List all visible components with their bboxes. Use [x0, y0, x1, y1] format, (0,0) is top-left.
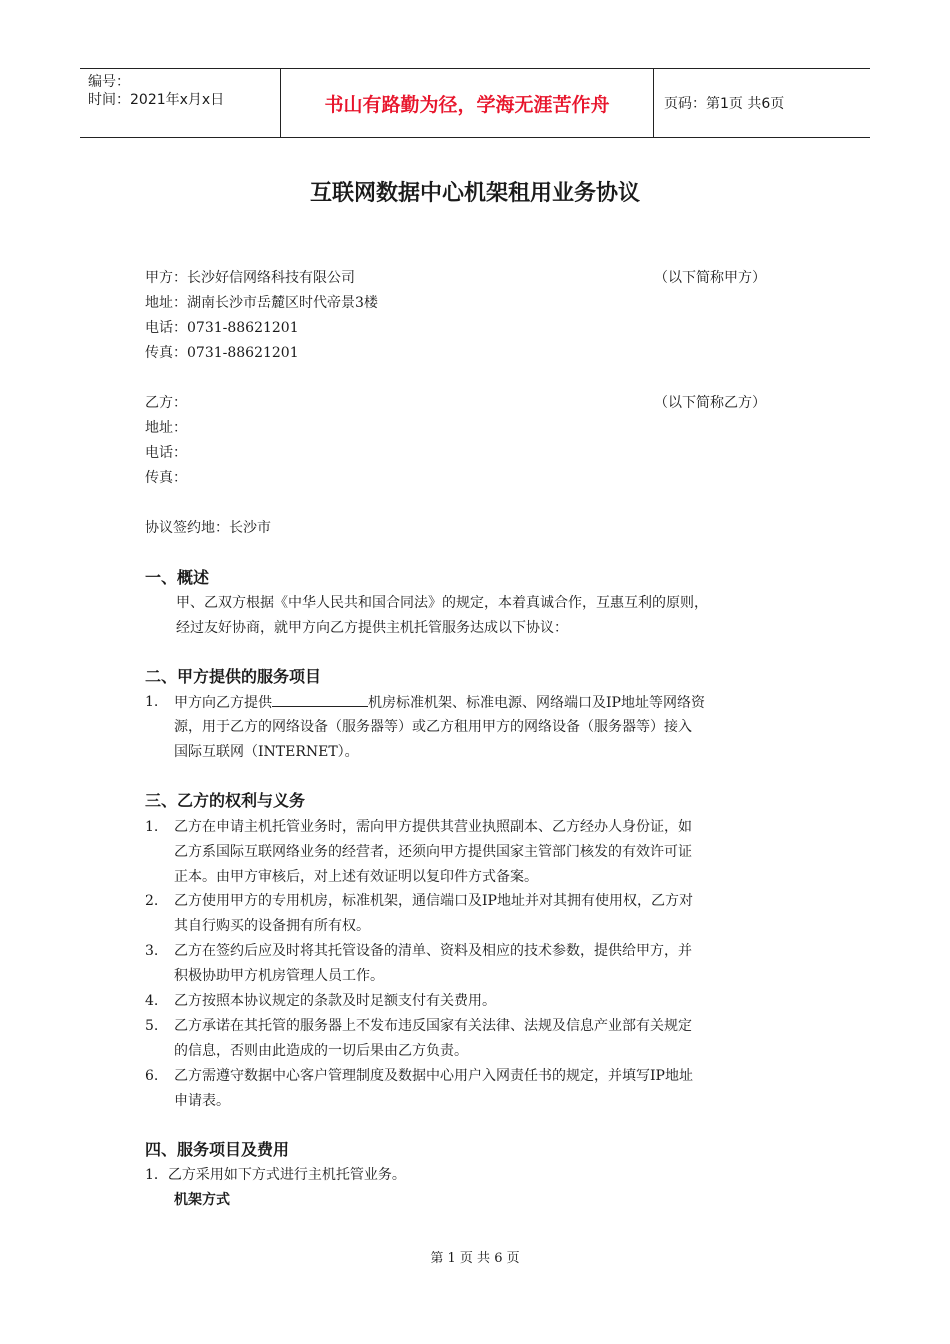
section-3-item-line: 乙方按照本协议规定的条款及时足额支付有关费用。 [174, 993, 496, 1009]
party-a-name: 甲方：长沙好信网络科技有限公司 [145, 270, 355, 286]
party-a-address: 地址：湖南长沙市岳麓区时代帝景3楼 [145, 295, 378, 311]
page-footer: 第 1 页 共 6 页 [430, 1251, 520, 1266]
doc-date-label: 时间：2021年x月x日 [88, 92, 225, 108]
section-3-item-number: 4. [145, 993, 159, 1009]
section-2-line-end: 机房标准机架、标准电源、网络端口及IP地址等网络资 [368, 695, 705, 711]
party-b-name: 乙方： [145, 395, 187, 411]
party-b-phone: 电话： [145, 445, 187, 461]
section-3-item-line: 乙方在签约后应及时将其托管设备的清单、资料及相应的技术参数，提供给甲方，并 [174, 943, 692, 959]
section-2-item-line: 国际互联网（INTERNET）。 [174, 744, 359, 760]
party-a-phone: 电话：0731-88621201 [145, 320, 299, 336]
section-3-item-line: 正本。由甲方审核后，对上述有效证明以复印件方式备案。 [174, 869, 538, 885]
section-3-heading: 三、乙方的权利与义务 [145, 791, 306, 810]
section-1-heading: 一、概述 [145, 568, 210, 587]
section-3-item-number: 3. [145, 943, 159, 959]
section-3-item-line: 申请表。 [174, 1093, 230, 1109]
section-3-item-number: 2. [145, 893, 159, 909]
section-2-item-line: 源，用于乙方的网络设备（服务器等）或乙方租用甲方的网络设备（服务器等）接入 [174, 719, 692, 735]
section-3-item-line: 乙方需遵守数据中心客户管理制度及数据中心用户入网责任书的规定，并填写IP地址 [174, 1068, 693, 1084]
document-title: 互联网数据中心机架租用业务协议 [309, 181, 640, 206]
section-3-item-line: 乙方使用甲方的专用机房，标准机架，通信端口及IP地址并对其拥有使用权，乙方对 [174, 893, 693, 909]
section-2-item-line [174, 692, 705, 713]
header-meta-cell [80, 69, 281, 137]
section-1-paragraph-line: 经过友好协商，就甲方向乙方提供主机托管服务达成以下协议： [176, 620, 568, 636]
section-2-item-number: 1. [145, 694, 159, 710]
section-3-item-number: 5. [145, 1018, 159, 1034]
party-a-fax: 传真：0731-88621201 [145, 345, 299, 361]
section-4-subheading: 机架方式 [174, 1192, 230, 1208]
section-2-heading: 二、甲方提供的服务项目 [145, 667, 322, 686]
header-motto: 书山有路勤为径，学海无涯苦作舟 [281, 69, 654, 137]
section-3-item-line: 乙方在申请主机托管业务时，需向甲方提供其营业执照副本、乙方经办人身份证，如 [174, 819, 692, 835]
section-1-paragraph-line: 甲、乙双方根据《中华人民共和国合同法》的规定，本着真诚合作，互惠互利的原则， [176, 595, 708, 611]
party-b-alias: （以下简称乙方） [654, 395, 766, 411]
header-page-number: 页码：第1页 共6页 [664, 96, 785, 112]
party-b-address: 地址： [145, 420, 187, 436]
sign-place: 协议签约地：长沙市 [145, 520, 271, 536]
fill-in-blank [272, 692, 368, 707]
section-4-item: 1．乙方采用如下方式进行主机托管业务。 [145, 1167, 406, 1183]
section-3-item-line: 其自行购买的设备拥有所有权。 [174, 918, 370, 934]
section-2-line-start: 甲方向乙方提供 [174, 695, 272, 711]
doc-number-label: 编号： [88, 74, 130, 90]
section-3-item-line: 乙方承诺在其托管的服务器上不发布违反国家有关法律、法规及信息产业部有关规定 [174, 1018, 692, 1034]
section-3-item-number: 6. [145, 1068, 159, 1084]
party-b-fax: 传真： [145, 470, 187, 486]
page-header [80, 68, 870, 138]
section-4-heading: 四、服务项目及费用 [145, 1140, 290, 1159]
section-3-item-line: 的信息，否则由此造成的一切后果由乙方负责。 [174, 1043, 468, 1059]
section-3-item-number: 1. [145, 819, 159, 835]
section-3-item-line: 乙方系国际互联网络业务的经营者，还须向甲方提供国家主管部门核发的有效许可证 [174, 844, 692, 860]
party-a-alias: （以下简称甲方） [654, 270, 766, 286]
section-3-item-line: 积极协助甲方机房管理人员工作。 [174, 968, 384, 984]
